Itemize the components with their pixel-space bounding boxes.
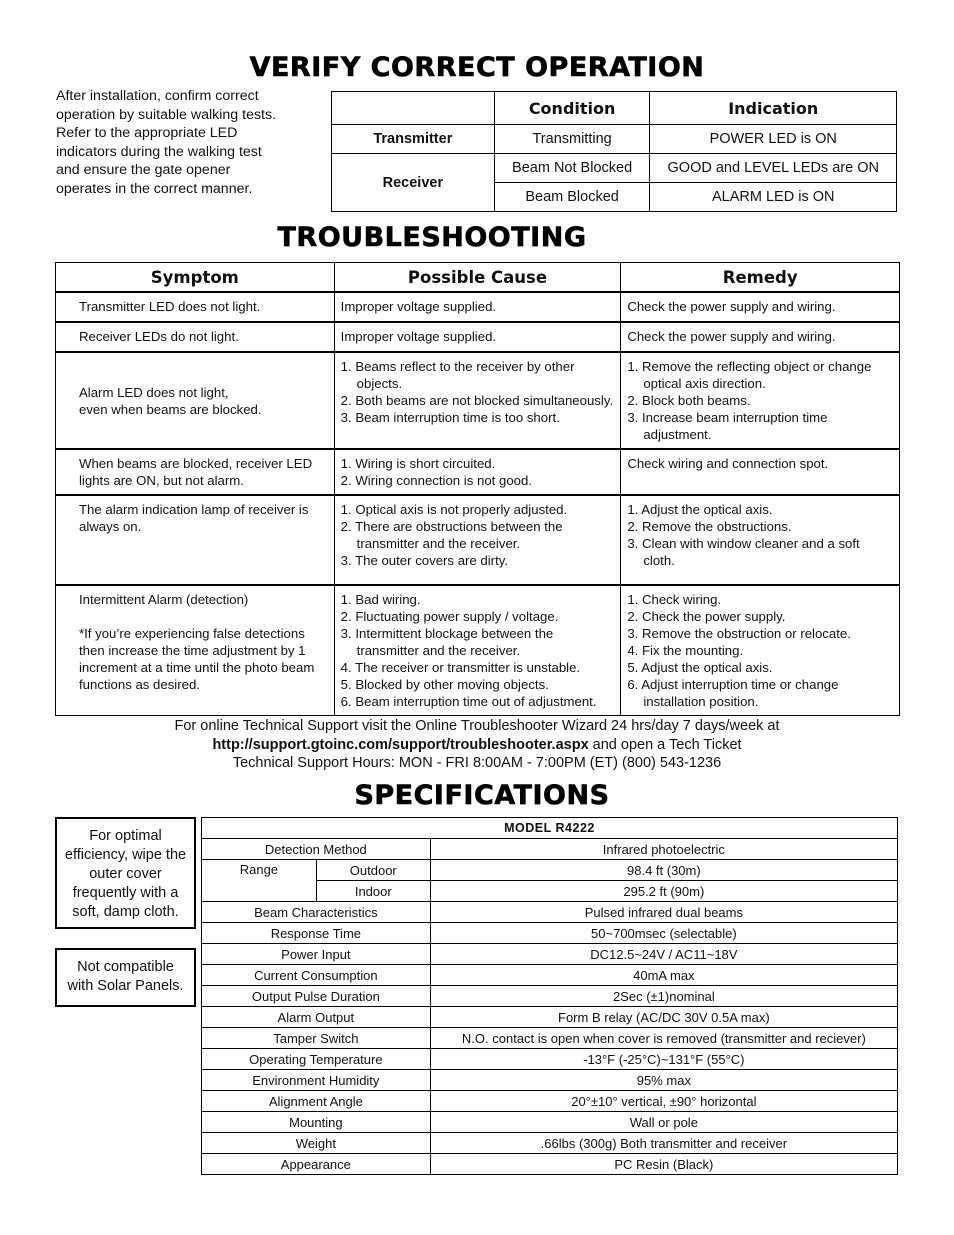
- cell-line: Alarm LED does not light,: [79, 384, 229, 400]
- cell-line: Intermittent Alarm (detection): [79, 592, 249, 607]
- troubleshooting-table: [55, 262, 900, 716]
- spec-value: Infrared photoelectric: [430, 839, 897, 860]
- cell-line: Improper voltage supplied.: [340, 299, 497, 314]
- spec-value: 98.4 ft (30m): [430, 860, 897, 881]
- list-item: 2. Remove the obstructions.: [627, 519, 792, 534]
- receiver-label: Receiver: [332, 154, 495, 212]
- spec-row: [202, 902, 898, 923]
- cell-line: *If you’re experiencing false detections then increase the time adjustment by 1 increment at a time until the photo beam functions as desired.: [79, 626, 315, 692]
- spec-value: 295.2 ft (90m): [430, 881, 897, 902]
- spec-value: 95% max: [430, 1070, 897, 1091]
- spec-value: .66lbs (300g) Both transmitter and receiver: [430, 1133, 897, 1154]
- spec-row: [202, 1154, 898, 1175]
- list-item: 3. Remove the obstruction or relocate.: [627, 626, 851, 641]
- verify-header-condition: Condition: [494, 92, 650, 125]
- list-item: 5. Blocked by other moving objects.: [340, 677, 549, 692]
- spec-sublabel-indoor: Indoor: [316, 881, 430, 902]
- list-item: 4. The receiver or transmitter is unstable.: [340, 660, 581, 675]
- cause-cell: [334, 585, 621, 716]
- spec-label: Environment Humidity: [202, 1070, 431, 1091]
- spec-row: [202, 1049, 898, 1070]
- verify-intro: After installation, confirm correct operation by suitable walking tests. Refer to the appropriate LED indicators during the walking test and ensure the gate opener operates in the correct manner.: [56, 88, 277, 197]
- transmitter-indication: POWER LED is ON: [650, 125, 897, 154]
- list-item: 3. The outer covers are dirty.: [340, 553, 509, 568]
- verify-title: VERIFY CORRECT OPERATION: [249, 52, 705, 83]
- remedy-cell: [621, 352, 900, 449]
- symptom-cell: [56, 585, 335, 716]
- spec-label: Response Time: [202, 923, 431, 944]
- support-url[interactable]: http://support.gtoinc.com/support/troubleshooter.aspx: [212, 736, 589, 753]
- receiver-condition: Beam Blocked: [494, 183, 650, 212]
- troubleshooting-row: [56, 585, 900, 716]
- spec-label: Output Pulse Duration: [202, 986, 431, 1007]
- list-item: 3. Beam interruption time is too short.: [340, 410, 560, 425]
- support-info: [0, 717, 954, 773]
- remedy-cell: [621, 585, 900, 716]
- symptom-cell: [56, 449, 335, 495]
- list-item: 1. Beams reflect to the receiver by other objects.: [340, 359, 575, 391]
- spec-label: Operating Temperature: [202, 1049, 431, 1070]
- cause-cell: [334, 449, 621, 495]
- support-line2-suffix: and open a Tech Ticket: [588, 736, 742, 753]
- specifications-title: SPECIFICATIONS: [354, 780, 610, 811]
- cell-line: The alarm indication lamp of receiver is always on.: [79, 502, 309, 534]
- remedy-cell: [621, 449, 900, 495]
- list-item: 2. Check the power supply.: [627, 609, 786, 624]
- cell-line: When beams are blocked, receiver LED lights are ON, but not alarm.: [79, 456, 313, 488]
- list-item: 1. Adjust the optical axis.: [627, 502, 773, 517]
- symptom-cell: [56, 322, 335, 352]
- cell-line: Improper voltage supplied.: [340, 329, 497, 344]
- cell-line: Transmitter LED does not light.: [79, 299, 261, 314]
- list-item: 2. Wiring connection is not good.: [340, 473, 532, 488]
- header-symptom: Symptom: [56, 263, 335, 293]
- spec-value: 20°±10° vertical, ±90° horizontal: [430, 1091, 897, 1112]
- troubleshooting-row: [56, 495, 900, 585]
- troubleshooting-row: [56, 449, 900, 495]
- spec-label: Alarm Output: [202, 1007, 431, 1028]
- cell-line: Check the power supply and wiring.: [627, 329, 836, 344]
- model-name: MODEL R4222: [202, 818, 898, 839]
- specifications-table: [201, 817, 898, 1175]
- symptom-cell: [56, 352, 335, 449]
- spec-value: PC Resin (Black): [430, 1154, 897, 1175]
- cause-cell: [334, 322, 621, 352]
- spec-label-range: Range: [202, 860, 317, 902]
- symptom-cell: [56, 292, 335, 322]
- spec-label: Mounting: [202, 1112, 431, 1133]
- transmitter-label: Transmitter: [332, 125, 495, 154]
- cell-line: Receiver LEDs do not light.: [79, 329, 239, 344]
- remedy-cell: [621, 292, 900, 322]
- spec-label: Alignment Angle: [202, 1091, 431, 1112]
- list-item: 5. Adjust the optical axis.: [627, 660, 773, 675]
- cell-line: even when beams are blocked.: [79, 401, 262, 417]
- header-cause: Possible Cause: [334, 263, 621, 293]
- spec-label: Tamper Switch: [202, 1028, 431, 1049]
- spec-value: 50~700msec (selectable): [430, 923, 897, 944]
- troubleshooting-title: TROUBLESHOOTING: [277, 222, 587, 253]
- list-item: 1. Check wiring.: [627, 592, 722, 607]
- list-item: 3. Intermittent blockage between the transmitter and the receiver.: [340, 626, 554, 658]
- spec-row: [202, 1091, 898, 1112]
- spec-value: Pulsed infrared dual beams: [430, 902, 897, 923]
- spec-row: [202, 1028, 898, 1049]
- spec-label: Power Input: [202, 944, 431, 965]
- receiver-indication: GOOD and LEVEL LEDs are ON: [650, 154, 897, 183]
- list-item: 2. Both beams are not blocked simultaneously.: [340, 393, 614, 408]
- cell-line: [79, 608, 328, 625]
- remedy-cell: [621, 322, 900, 352]
- receiver-condition: Beam Not Blocked: [494, 154, 650, 183]
- spec-value: 40mA max: [430, 965, 897, 986]
- troubleshooting-row: [56, 292, 900, 322]
- cause-cell: [334, 292, 621, 322]
- spec-label: Current Consumption: [202, 965, 431, 986]
- transmitter-condition: Transmitting: [494, 125, 650, 154]
- list-item: 1. Optical axis is not properly adjusted.: [340, 502, 568, 517]
- spec-row: [202, 944, 898, 965]
- spec-label: Appearance: [202, 1154, 431, 1175]
- support-hours: Technical Support Hours: MON - FRI 8:00AM - 7:00PM (ET) (800) 543-1236: [232, 755, 722, 771]
- symptom-cell: [56, 495, 335, 585]
- list-item: 1. Wiring is short circuited.: [340, 456, 496, 471]
- cause-cell: [334, 495, 621, 585]
- cleaning-note: For optimal efficiency, wipe the outer cover frequently with a soft, damp cloth.: [55, 817, 196, 929]
- spec-value: Form B relay (AC/DC 30V 0.5A max): [430, 1007, 897, 1028]
- spec-value: DC12.5~24V / AC11~18V: [430, 944, 897, 965]
- spec-label: Weight: [202, 1133, 431, 1154]
- solar-note: Not compatible with Solar Panels.: [55, 948, 196, 1007]
- remedy-cell: [621, 495, 900, 585]
- troubleshooting-row: [56, 322, 900, 352]
- spec-value: -13°F (-25°C)~131°F (55°C): [430, 1049, 897, 1070]
- header-remedy: Remedy: [621, 263, 900, 293]
- spec-row: [202, 1112, 898, 1133]
- list-item: 1. Bad wiring.: [340, 592, 421, 607]
- list-item: 2. Block both beams.: [627, 393, 751, 408]
- spec-row: [202, 1133, 898, 1154]
- list-item: 3. Increase beam interruption time adjustment.: [627, 410, 828, 442]
- spec-label: Detection Method: [202, 839, 431, 860]
- spec-row: [202, 965, 898, 986]
- list-item: 1. Remove the reflecting object or change optical axis direction.: [627, 359, 872, 391]
- verify-header-indication: Indication: [650, 92, 897, 125]
- cause-cell: [334, 352, 621, 449]
- list-item: 6. Beam interruption time out of adjustment.: [340, 694, 597, 709]
- list-item: 2. There are obstructions between the transmitter and the receiver.: [340, 519, 563, 551]
- support-line1: For online Technical Support visit the Online Troubleshooter Wizard 24 hrs/day 7 days/week at: [174, 718, 780, 734]
- verify-table: [331, 91, 897, 212]
- spec-value: Wall or pole: [430, 1112, 897, 1133]
- spec-row: [202, 923, 898, 944]
- cell-line: Check wiring and connection spot.: [627, 456, 829, 471]
- spec-label: Beam Characteristics: [202, 902, 431, 923]
- spec-row: [202, 1007, 898, 1028]
- list-item: 3. Clean with window cleaner and a soft cloth.: [627, 536, 860, 568]
- list-item: 4. Fix the mounting.: [627, 643, 744, 658]
- receiver-indication: ALARM LED is ON: [650, 183, 897, 212]
- list-item: 6. Adjust interruption time or change installation position.: [627, 677, 839, 709]
- spec-sublabel-outdoor: Outdoor: [316, 860, 430, 881]
- spec-row: [202, 1070, 898, 1091]
- spec-row: [202, 986, 898, 1007]
- troubleshooting-row: [56, 352, 900, 449]
- list-item: 2. Fluctuating power supply / voltage.: [340, 609, 559, 624]
- cell-line: Check the power supply and wiring.: [627, 299, 836, 314]
- spec-value: 2Sec (±1)nominal: [430, 986, 897, 1007]
- spec-value: N.O. contact is open when cover is removed (transmitter and reciever): [430, 1028, 897, 1049]
